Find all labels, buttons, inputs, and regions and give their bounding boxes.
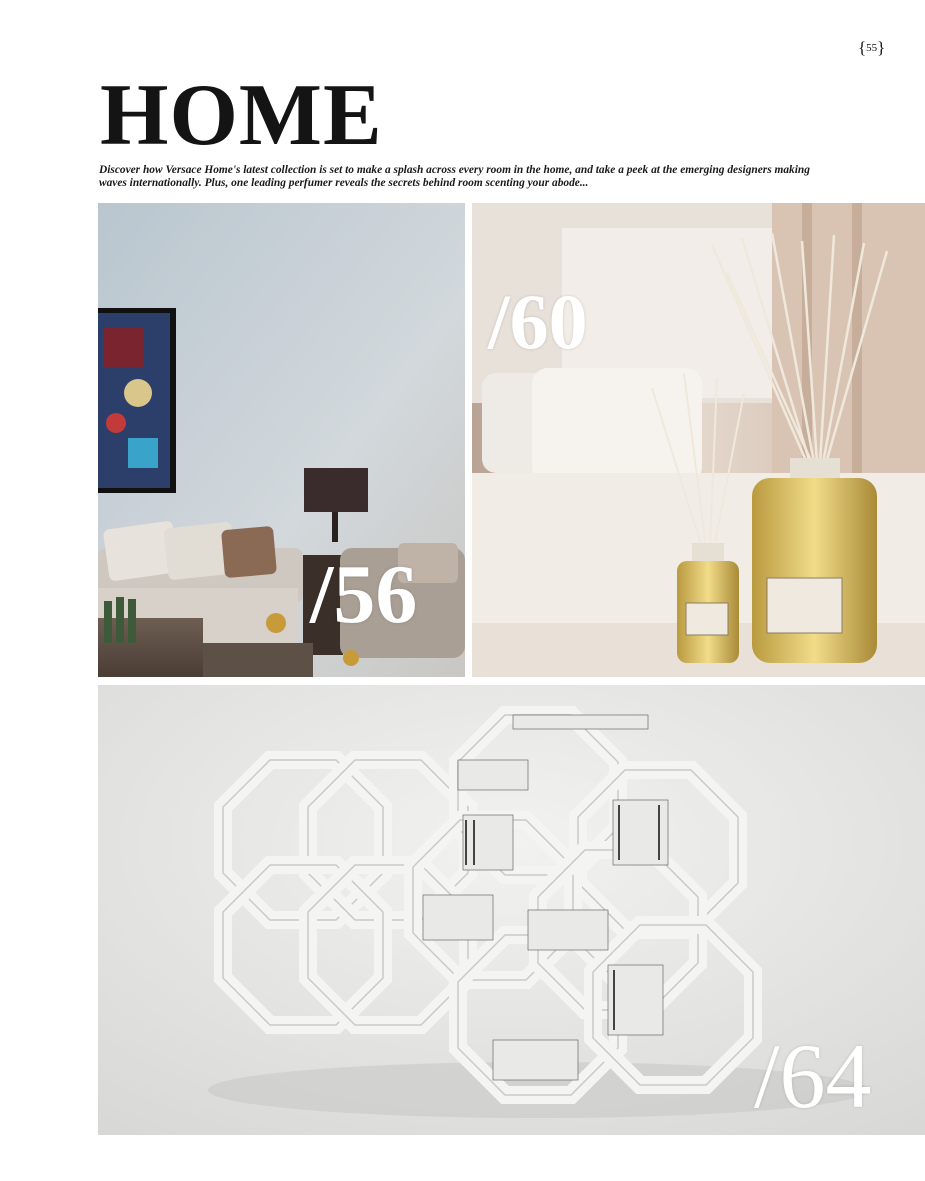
- feature-photo-octagon-bookshelf[interactable]: [98, 685, 925, 1135]
- page-ref-64: /64: [754, 1025, 872, 1127]
- reed-diffuser-illustration: [472, 203, 925, 677]
- page-ref-56: /56: [310, 548, 418, 641]
- feature-photo-reed-diffusers[interactable]: [472, 203, 925, 677]
- brace-right: }: [877, 38, 886, 57]
- section-title: HOME: [100, 67, 383, 164]
- brace-left: {: [858, 38, 867, 57]
- intro-text: Discover how Versace Home's latest collection is set to make a splash across every room in the home, and take a peek at the emerging designers making waves internationally. Plus, one leading perfumer reveals the secrets behind room scenting your abode...: [99, 164, 810, 189]
- page-ref-60: /60: [488, 278, 588, 365]
- page-number: [858, 38, 885, 58]
- feature-photo-living-room[interactable]: [98, 203, 465, 677]
- page-number-value: 55: [866, 42, 878, 54]
